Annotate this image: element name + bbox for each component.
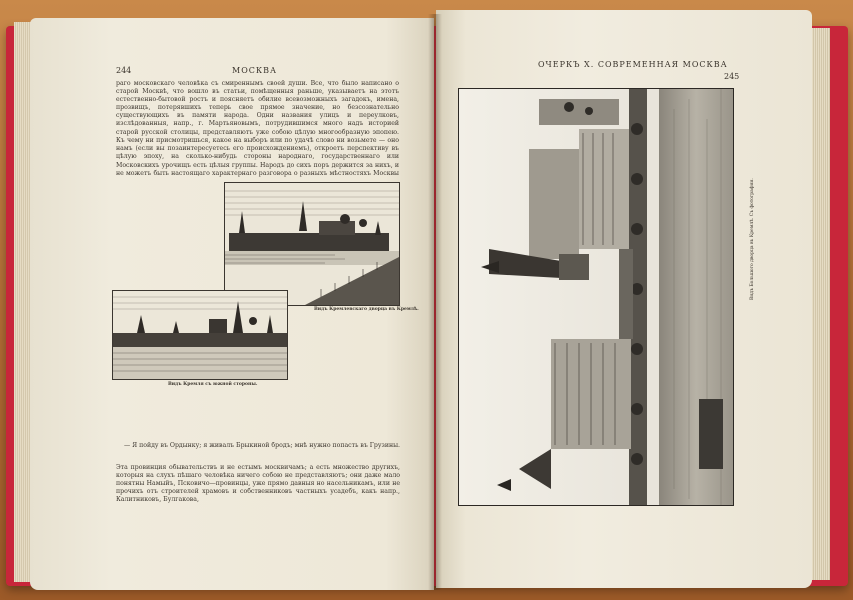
left-page-number: 244	[116, 66, 132, 75]
left-column-right	[288, 318, 400, 382]
quote-text: — Я пойду въ Ордынку; я живалъ Брыкиной бродъ; мнѣ нужно попасть въ Грузины.	[124, 442, 400, 449]
plate-art	[459, 89, 733, 505]
paragraph-text: Эта провинция обывательствъ и не естымъ москвичамъ; а есть множество другихъ, которыя на слухъ пѣшаго человѣка ничего собою не представляютъ; они даже мало понятны Намыйъ, Псковичо—провинцы, уже прямо давныя но насельникамъ, или не прочихъ отъ строителей храмовъ и собственниковъ частныхъ усадебъ, какъ напр., Калитниковъ, Булгакова,	[116, 464, 400, 504]
kremlin-palace-engraving	[224, 182, 400, 306]
kremlin-plate-photo	[458, 88, 734, 506]
caption-palace: Видъ Кремлевскаго дворца въ Кремлѣ.	[314, 307, 419, 312]
left-quote	[124, 442, 400, 460]
engraving-art-2	[113, 291, 287, 379]
book-gutter	[428, 14, 442, 590]
kremlin-south-engraving	[112, 290, 288, 380]
left-narrow-column	[116, 178, 220, 288]
right-page-number: 245	[724, 72, 740, 81]
left-paragraph-1	[116, 80, 399, 160]
paragraph-text: Московскихъ урочищъ есть цѣлыя группы. Народъ до сихъ поръ держится за нихъ, и не можетъ быть настоящаго характернаго разговора о разныхъ мѣстностяхъ Москвы	[116, 162, 399, 178]
left-running-head: МОСКВА	[232, 66, 277, 75]
caption-south: Видъ Кремля съ южной стороны.	[168, 382, 258, 387]
left-paragraph-2-tail	[116, 388, 400, 440]
left-paragraph-3	[116, 464, 400, 504]
right-running-head: ОЧЕРКЪ Х. СОВРЕМЕННАЯ МОСКВА	[538, 60, 728, 69]
paragraph-text: раго московскаго человѣка съ смиреннымъ своей души. Все, что было написано о старой Москвѣ, что вошло въ статьи, помѣщенныя раньше, указываетъ на этотъ естественно-бытовой ростъ и поясняетъ обилие всевозможныхъ загадокъ, имена, прозвищъ, потерявшихъ теперь свое прямое значение, но безсознательно существующихъ въ памяти народа. Одни названия улицъ и переулковъ, изслѣдованныя, напр., г. Мартьяновымъ, потрудившимся много надъ историей старой русской столицы, представляютъ уже собою цѣлую многообразную эпопею. Къ чему ни присмотришься, какое на выборъ или по удачѣ слово ни возьмете — оно намъ (если вы позаинтересуетесь его происхождениемъ), откроетъ перспективу въ цѣлую эпоху, на сколько-нибудь стороны народнаго, государственнаго или	[116, 80, 399, 160]
engraving-art	[225, 183, 399, 305]
left-paragraph-2-head	[116, 162, 399, 178]
plate-caption: Видъ Большого дворца въ Кремлѣ. Съ фотографии.	[750, 178, 755, 300]
